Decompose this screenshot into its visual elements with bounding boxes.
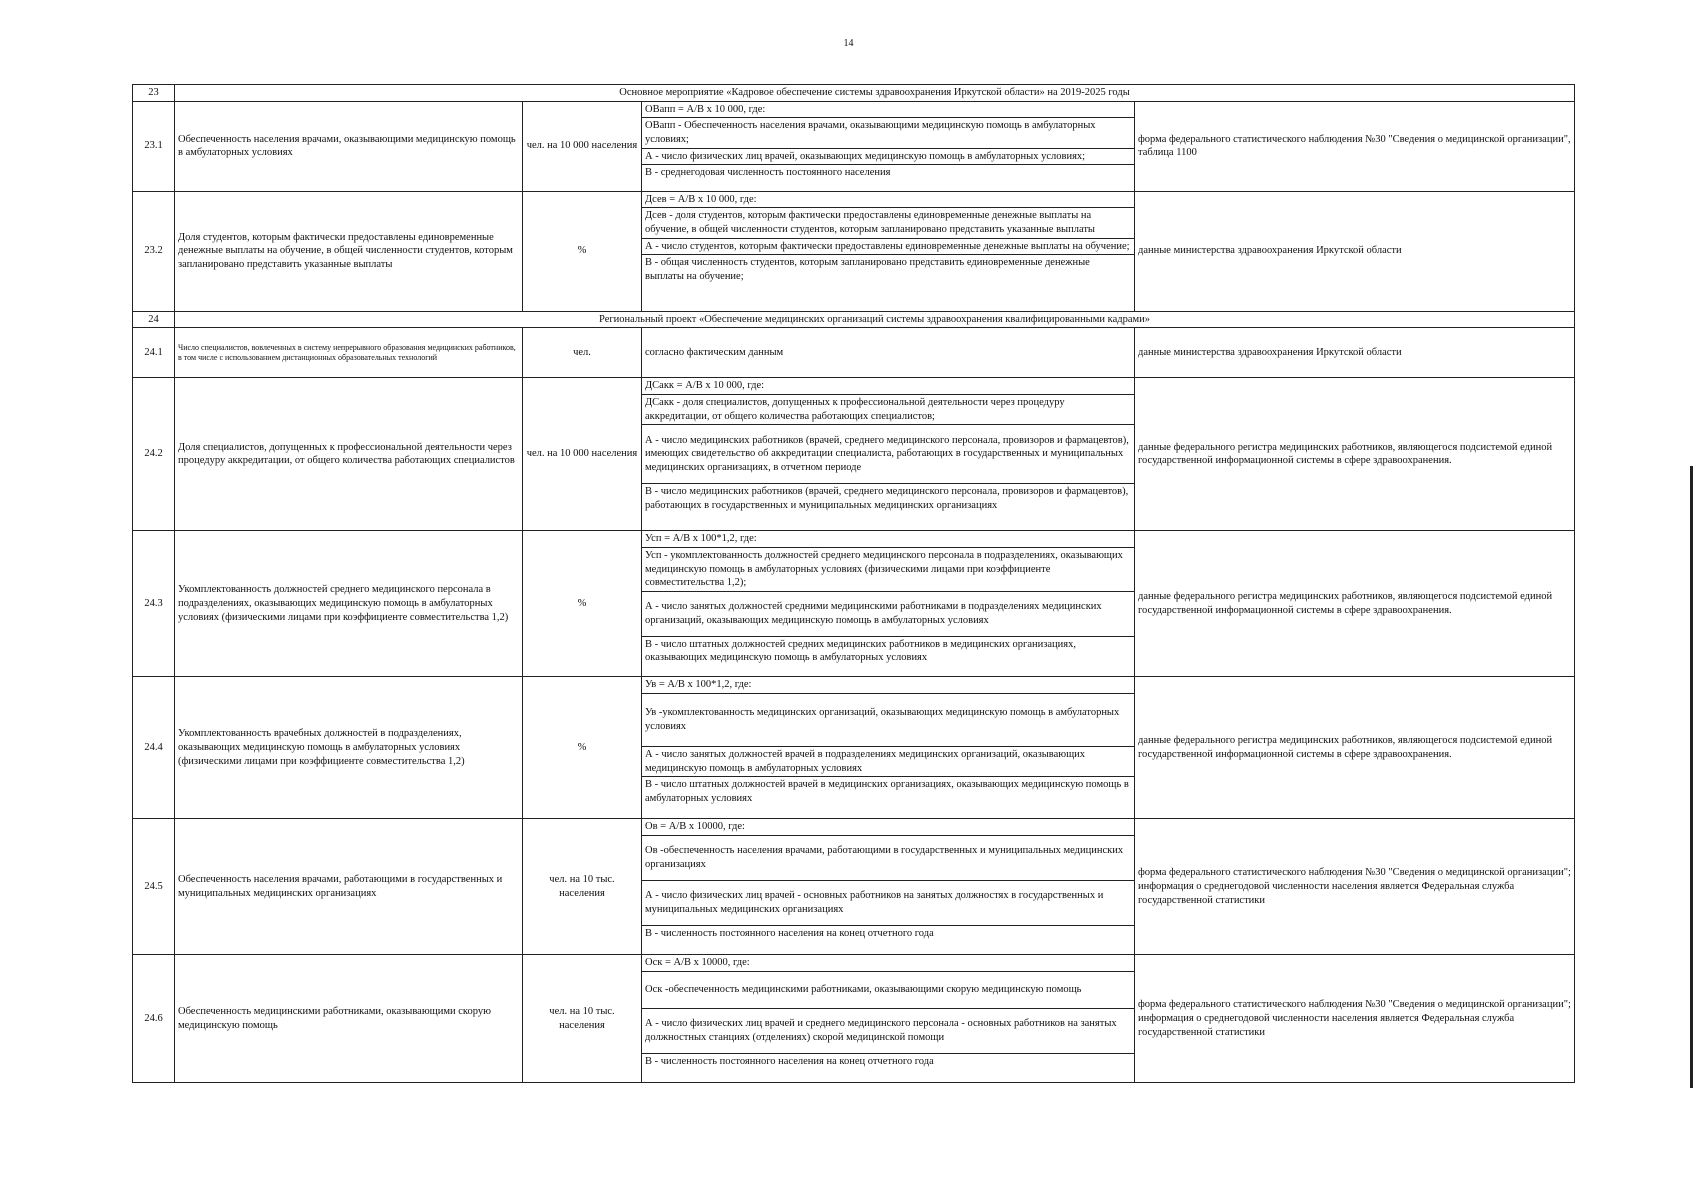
table-row xyxy=(133,819,1575,955)
data-source: данные министерства здравоохранения Иркутской области xyxy=(1135,328,1575,378)
indicator-name: Число специалистов, вовлеченных в систему непрерывного образования медицинских работников, в том числе с использованием дистанционных образовательных технологий xyxy=(175,328,523,378)
table-row xyxy=(133,677,1575,819)
indicator-name: Обеспеченность медицинскими работниками, оказывающими скорую медицинскую помощь xyxy=(175,955,523,1083)
unit-cell: чел. на 10 тыс. населения xyxy=(523,819,642,955)
formula-cell xyxy=(642,955,1135,1083)
formula-cell xyxy=(642,101,1135,191)
formula-line: А - число физических лиц врачей и среднего медицинского персонала - основных работников на занятых должностных станциях (отделениях) скорой медицинской помощи xyxy=(642,1008,1134,1053)
unit-cell: % xyxy=(523,191,642,311)
data-source: форма федерального статистического наблюдения №30 "Сведения о медицинской организации", таблица 1100 xyxy=(1135,101,1575,191)
formula-line: Усп - укомплектованность должностей среднего медицинского персонала в подразделениях, оказывающих медицинскую помощь в амбулаторных условиях (физическими лицами при коэффициенте совместительства 1,2); xyxy=(642,547,1134,591)
formula-line: В - число штатных должностей врачей в медицинских организациях, оказывающих медицинскую помощь в амбулаторных условиях xyxy=(645,779,1129,804)
unit-cell: чел. на 10 000 населения xyxy=(523,101,642,191)
formula-cell: согласно фактическим данным xyxy=(642,328,1135,378)
data-source: данные федерального регистра медицинских работников, являющегося подсистемой единой государственной информационной системы в сфере здравоохранения. xyxy=(1135,378,1575,531)
formula-line: Ув = А/В х 100*1,2, где: xyxy=(642,677,1134,693)
data-source: данные федерального регистра медицинских работников, являющегося подсистемой единой государственной информационной системы в сфере здравоохранения. xyxy=(1135,677,1575,819)
row-number: 24.3 xyxy=(133,531,175,677)
unit-cell: чел. на 10 000 населения xyxy=(523,378,642,531)
formula-line: А - число медицинских работников (врачей, среднего медицинского персонала, провизоров и фармацевтов), имеющих свидетельство об аккредитации специалиста, работающих в государственных и муниципальных медицинских организациях, в отчетном периоде xyxy=(642,425,1134,484)
data-source: данные федерального регистра медицинских работников, являющегося подсистемой единой государственной информационной системы в сфере здравоохранения. xyxy=(1135,531,1575,677)
page-number: 14 xyxy=(843,38,854,49)
formula-line: Дсев - доля студентов, которым фактически предоставлены единовременные денежные выплаты на обучение, в общей численности студентов, которым запланировано представить указанные выплаты xyxy=(642,208,1134,238)
formula-line: ОВапп = А/В х 10 000, где: xyxy=(642,102,1134,118)
unit-cell: % xyxy=(523,531,642,677)
section-title: Основное мероприятие «Кадровое обеспечение системы здравоохранения Иркутской области» на 2019-2025 годы xyxy=(175,85,1575,102)
row-number: 24.1 xyxy=(133,328,175,378)
formula-line: ОВапп - Обеспеченность населения врачами, оказывающими медицинскую помощь в амбулаторных условиях; xyxy=(642,118,1134,148)
formula-line: Дсев = А/В х 10 000, где: xyxy=(642,192,1134,208)
formula-line: В - среднегодовая численность постоянного населения xyxy=(645,167,891,179)
section-row xyxy=(133,311,1575,328)
row-number: 24.2 xyxy=(133,378,175,531)
row-number: 24.4 xyxy=(133,677,175,819)
indicator-name: Обеспеченность населения врачами, оказывающими медицинскую помощь в амбулаторных условиях xyxy=(175,101,523,191)
unit-cell: % xyxy=(523,677,642,819)
formula-line: Оск = А/В х 10000, где: xyxy=(642,955,1134,971)
formula-cell xyxy=(642,677,1135,819)
data-source: форма федерального статистического наблюдения №30 "Сведения о медицинской организации"; информация о среднегодовой численности населения является Федеральная служба государственной статистики xyxy=(1135,955,1575,1083)
formula-line: В - численность постоянного населения на конец отчетного года xyxy=(645,1055,934,1067)
formula-line: А - число занятых должностей средними медицинскими работниками в подразделениях медицинских организаций, оказывающих медицинскую помощь в амбулаторных условиях xyxy=(642,591,1134,636)
formula-cell xyxy=(642,819,1135,955)
unit-cell: чел. на 10 тыс. населения xyxy=(523,955,642,1083)
formula-line: Ув -укомплектованность медицинских организаций, оказывающих медицинскую помощь в амбулаторных условиях xyxy=(642,693,1134,746)
formula-line: А - число физических лиц врачей, оказывающих медицинскую помощь в амбулаторных условиях; xyxy=(642,148,1134,165)
formula-line: А - число занятых должностей врачей в подразделениях медицинских организаций, оказывающих медицинскую помощь в амбулаторных условиях xyxy=(642,746,1134,776)
indicator-name: Укомплектованность должностей среднего медицинского персонала в подразделениях, оказывающих медицинскую помощь в амбулаторных условиях (физическими лицами при коэффициенте совместительства 1,2) xyxy=(175,531,523,677)
unit-cell: чел. xyxy=(523,328,642,378)
formula-line: В - численность постоянного населения на конец отчетного года xyxy=(645,927,934,939)
indicator-name: Обеспеченность населения врачами, работающими в государственных и муниципальных медицинских организациях xyxy=(175,819,523,955)
formula-line: А - число студентов, которым фактически предоставлены единовременные денежные выплаты на обучение; xyxy=(642,238,1134,255)
section-row xyxy=(133,85,1575,102)
row-number: 24.5 xyxy=(133,819,175,955)
formula-line: Усп = А/В х 100*1,2, где: xyxy=(642,531,1134,547)
section-number: 24 xyxy=(133,311,175,328)
section-number: 23 xyxy=(133,85,175,102)
formula-cell xyxy=(642,531,1135,677)
table-row xyxy=(133,191,1575,311)
formula-cell xyxy=(642,378,1135,531)
scan-edge-line xyxy=(1690,466,1693,1088)
formula-line: Ов -обеспеченность населения врачами, работающими в государственных и муниципальных медицинских организациях xyxy=(642,835,1134,880)
formula-line: Оск -обеспеченность медицинскими работниками, оказывающими скорую медицинскую помощь xyxy=(642,971,1134,1008)
row-number: 23.1 xyxy=(133,101,175,191)
data-source: форма федерального статистического наблюдения №30 "Сведения о медицинской организации"; информация о среднегодовой численности населения является Федеральная служба государственной статистики xyxy=(1135,819,1575,955)
table-row xyxy=(133,955,1575,1083)
table-row xyxy=(133,101,1575,191)
formula-line: В - число медицинских работников (врачей, среднего медицинского персонала, провизоров и фармацевтов), работающих в государственных и муниципальных медицинских организациях xyxy=(645,486,1129,511)
formula-line: Ов = А/В х 10000, где: xyxy=(642,819,1134,835)
indicator-name: Доля студентов, которым фактически предоставлены единовременные денежные выплаты на обучение, в общей численности студентов, которым запланировано представить указанные выплаты xyxy=(175,191,523,311)
indicator-name: Укомплектованность врачебных должностей в подразделениях, оказывающих медицинскую помощь в амбулаторных условиях (физическими лицами при коэффициенте совместительства 1,2) xyxy=(175,677,523,819)
formula-line: ДСакк = А/В х 10 000, где: xyxy=(642,378,1134,394)
indicator-name: Доля специалистов, допущенных к профессиональной деятельности через процедуру аккредитации, от общего количества работающих специалистов xyxy=(175,378,523,531)
data-source: данные министерства здравоохранения Иркутской области xyxy=(1135,191,1575,311)
row-number: 24.6 xyxy=(133,955,175,1083)
row-number: 23.2 xyxy=(133,191,175,311)
table-row xyxy=(133,531,1575,677)
table-row xyxy=(133,378,1575,531)
formula-line: В - число штатных должностей средних медицинских работников в медицинских организациях, оказывающих медицинскую помощь в амбулаторных условиях xyxy=(645,638,1076,664)
formula-line: А - число физических лиц врачей - основных работников на занятых должностях в государственных и муниципальных медицинских организациях xyxy=(642,880,1134,925)
indicators-table xyxy=(132,84,1575,1083)
table-row xyxy=(133,328,1575,378)
formula-line: В - общая численность студентов, которым запланировано представить единовременные денежные выплаты на обучение; xyxy=(645,257,1090,282)
formula-cell xyxy=(642,191,1135,311)
formula-line: ДСакк - доля специалистов, допущенных к профессиональной деятельности через процедуру аккредитации, от общего количества работающих специалистов; xyxy=(642,394,1134,424)
section-title: Региональный проект «Обеспечение медицинских организаций системы здравоохранения квалифицированными кадрами» xyxy=(175,311,1575,328)
